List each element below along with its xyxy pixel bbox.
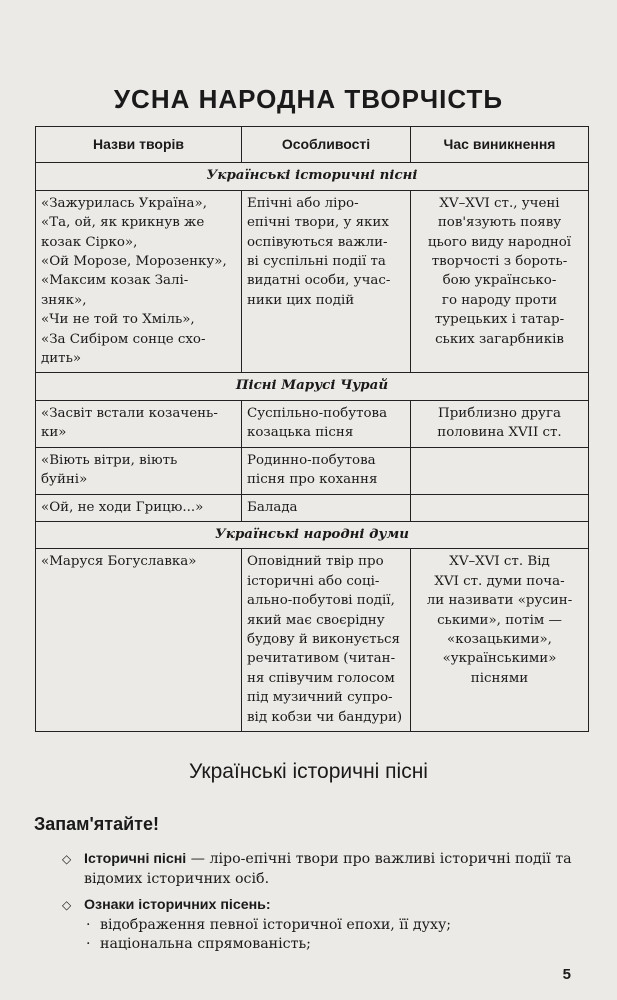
works-table: [35, 126, 589, 732]
cell-line: го народу проти: [441, 292, 558, 308]
section-title: Українські народні думи: [36, 521, 589, 548]
header-works: Назви творів: [36, 127, 242, 163]
signs-term: Ознаки історичних пісень:: [84, 897, 271, 913]
cell-line: Балада: [247, 499, 298, 515]
sign-item: [84, 916, 592, 936]
cell-line: ки»: [41, 425, 67, 441]
cell-line: XV–XVI ст. Від: [449, 554, 550, 570]
cell-line: ві суспільні події та: [247, 254, 386, 270]
table-row: [36, 447, 589, 494]
cell-line: епічні твори, у яких: [247, 215, 389, 231]
cell-line: цього виду народної: [427, 234, 572, 250]
sign-text: відображення певної історичної епохи, її духу;: [100, 916, 452, 933]
cell-line: «За Сибіром сонце схо-: [41, 331, 206, 347]
table-body: [36, 163, 589, 732]
signs-point: [62, 896, 592, 955]
section-row: [36, 521, 589, 548]
cell-line: пов'язують появу: [437, 215, 562, 231]
definition-text: — ліро-епічні твори про важливі історичні події та відомих історичних осіб.: [84, 851, 572, 887]
dot-icon: ·: [86, 916, 91, 933]
cell-line: бою українсько-: [442, 273, 557, 289]
cell-line: оспівуються важли-: [247, 234, 388, 250]
sign-text: національна спрямованість;: [100, 936, 311, 952]
time-cell: [411, 447, 589, 494]
cell-line: творчості з бороть-: [431, 254, 568, 270]
time-cell: [411, 549, 589, 732]
cell-line: ських загарбників: [435, 331, 564, 347]
cell-line: Оповідний твір про: [247, 554, 384, 570]
cell-line: який має своєрідну: [247, 612, 385, 628]
work-title-cell: [36, 400, 242, 447]
table-row: [36, 400, 589, 447]
diamond-outline-icon: ◇: [62, 852, 72, 866]
cell-line: історичні або соці-: [247, 573, 380, 589]
features-cell: [242, 190, 411, 373]
section-row: [36, 373, 589, 400]
cell-line: речитативом (читан-: [247, 651, 396, 667]
cell-line: зняк»,: [41, 292, 87, 308]
remember-heading: Запам'ятайте!: [34, 814, 159, 834]
cell-line: ально-побутові події,: [247, 593, 395, 609]
cell-line: від кобзи чи бандури): [247, 709, 403, 725]
header-features: Особливості: [242, 127, 411, 163]
cell-line: «Ой Морозе, Морозенку»,: [41, 254, 227, 270]
work-title-cell: [36, 494, 242, 521]
sign-item: [84, 935, 592, 955]
cell-line: «козацькими»,: [447, 631, 552, 647]
cell-line: Епічні або ліро-: [247, 195, 359, 211]
table-row: [36, 549, 589, 732]
table-header-row: [36, 127, 589, 163]
cell-line: козацька пісня: [247, 425, 354, 441]
time-cell: [411, 494, 589, 521]
features-cell: [242, 549, 411, 732]
section-title: Пісні Марусі Чурай: [36, 373, 589, 400]
table-row: [36, 190, 589, 373]
cell-line: ськими», потім —: [437, 612, 562, 628]
diamond-outline-icon: ◇: [62, 898, 72, 912]
cell-line: ники цих подій: [247, 292, 355, 308]
cell-line: «Засвіт встали козачень-: [41, 405, 218, 421]
cell-line: дить»: [41, 351, 82, 367]
cell-line: ли називати «русин-: [426, 593, 573, 609]
cell-line: «Віють вітри, віють: [41, 452, 178, 468]
header-time: Час виникнення: [411, 127, 589, 163]
cell-line: козак Сірко»,: [41, 234, 138, 250]
cell-line: піснями: [470, 670, 529, 686]
cell-line: ня співучим голосом: [247, 670, 395, 686]
section-subtitle: Українські історичні пісні: [189, 760, 428, 783]
cell-line: видатні особи, учас-: [247, 273, 391, 289]
cell-line: будову й виконується: [247, 631, 400, 647]
time-cell: [411, 190, 589, 373]
cell-line: «Чи не той то Хміль»,: [41, 312, 195, 328]
table-row: [36, 494, 589, 521]
cell-line: Суспільно-побутова: [247, 405, 388, 421]
dot-icon: ·: [86, 936, 91, 952]
definition-point: [62, 850, 592, 889]
definition-term: Історичні пісні: [84, 851, 187, 867]
cell-line: XVI ст. думи поча-: [434, 573, 565, 589]
time-cell: [411, 400, 589, 447]
features-cell: [242, 447, 411, 494]
work-title-cell: [36, 447, 242, 494]
cell-line: Родинно-побутова: [247, 452, 376, 468]
cell-line: буйні»: [41, 472, 88, 488]
work-title-cell: [36, 549, 242, 732]
section-row: [36, 163, 589, 190]
cell-line: «Ой, не ходи Грицю...»: [41, 499, 204, 515]
page-number: 5: [562, 966, 571, 983]
section-title: Українські історичні пісні: [36, 163, 589, 190]
cell-line: «Та, ой, як крикнув же: [41, 215, 205, 231]
cell-line: «Зажурилась Україна»,: [41, 195, 207, 211]
cell-line: турецьких і татар-: [434, 312, 565, 328]
remember-list: [62, 850, 592, 962]
features-cell: [242, 400, 411, 447]
work-title-cell: [36, 190, 242, 373]
features-cell: [242, 494, 411, 521]
cell-line: пісня про кохання: [247, 472, 378, 488]
cell-line: під музичний супро-: [247, 690, 393, 706]
cell-line: «українськими»: [442, 651, 557, 667]
cell-line: Приблизно друга: [438, 405, 561, 421]
cell-line: XV–XVI ст., учені: [439, 195, 560, 211]
cell-line: «Максим козак Залі-: [41, 273, 189, 289]
cell-line: половина XVII ст.: [437, 425, 562, 441]
cell-line: «Маруся Богуславка»: [41, 554, 197, 570]
page-title: УСНА НАРОДНА ТВОРЧІСТЬ: [113, 84, 504, 114]
